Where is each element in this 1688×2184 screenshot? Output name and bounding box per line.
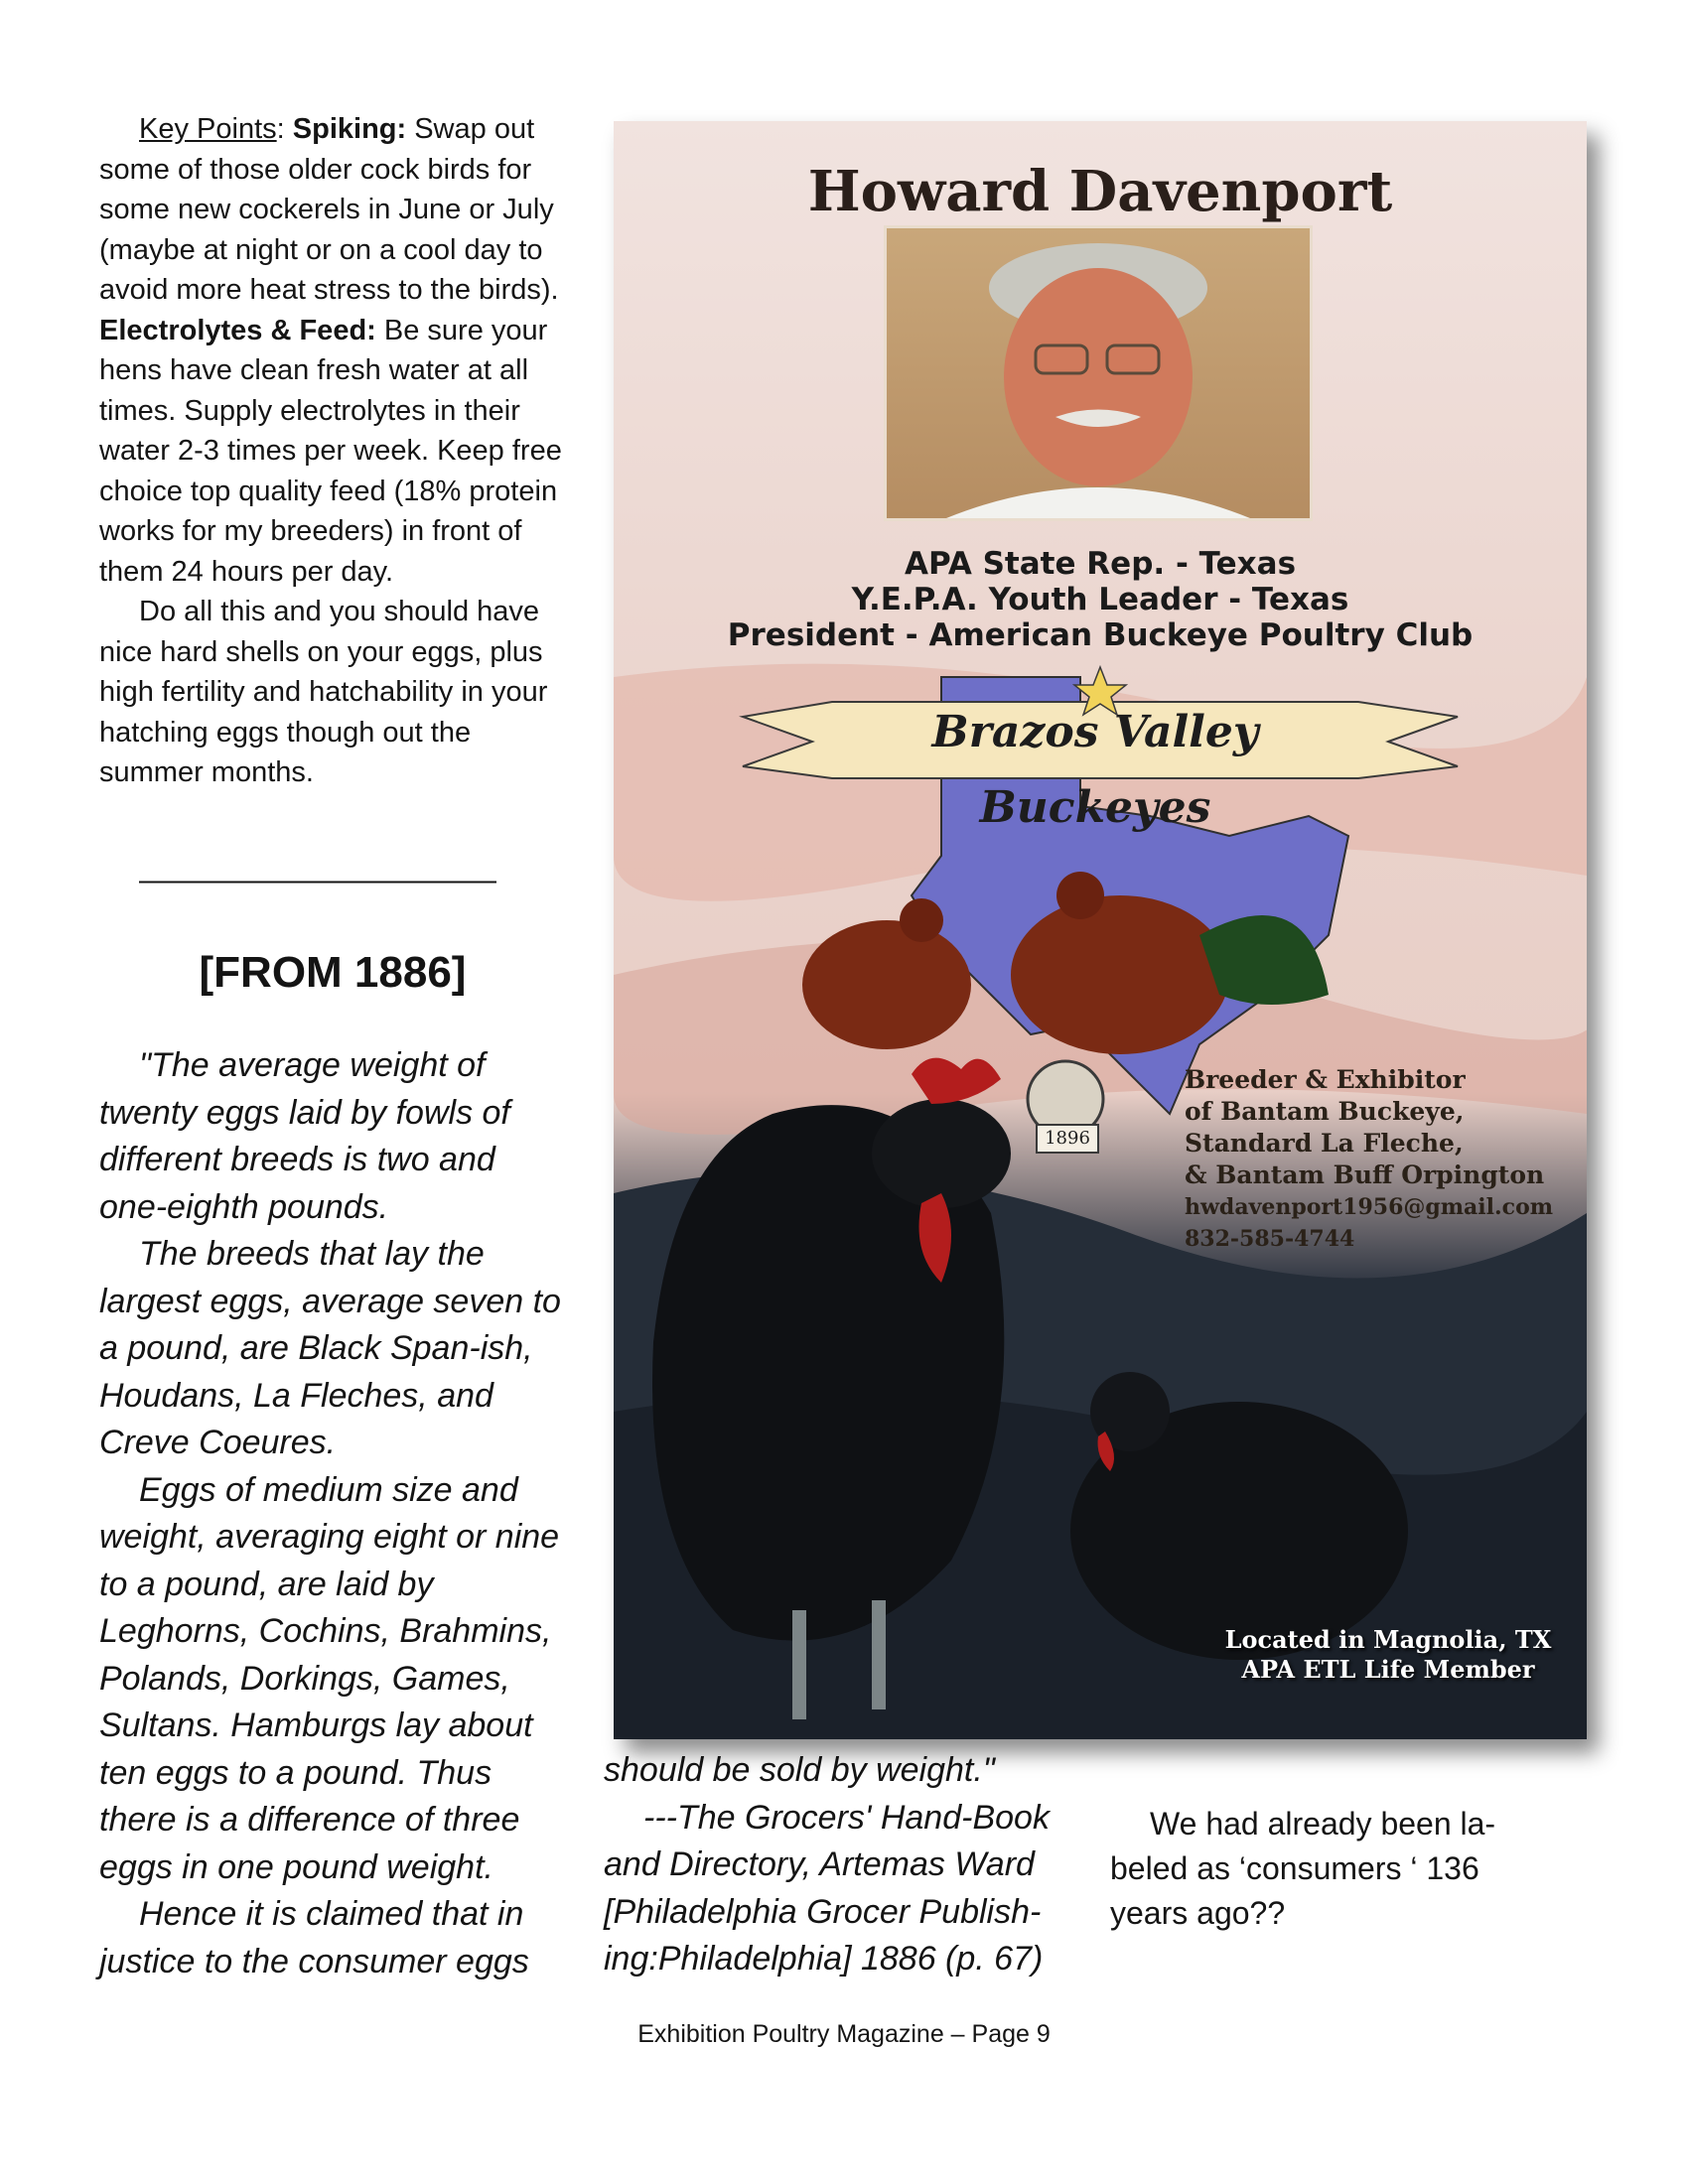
key-points-closing: Do all this and you should have nice hard shells on your eggs, plus high fertility and hatchability in your hatching eggs though out the summer months.: [99, 596, 548, 788]
key-points-section: [99, 109, 566, 793]
membership-line: APA ETL Life Member: [1241, 1655, 1535, 1684]
rooster-head-shape: [1056, 872, 1104, 919]
breeder-name: Howard Davenport: [807, 159, 1393, 224]
spiking-text: Swap out some of those older cock birds for some new cockerels in June or July (maybe at night or on a cool day to avoid more heat stress to the birds).: [99, 113, 559, 306]
face-shape: [1004, 268, 1193, 486]
breeder-info: [1185, 1064, 1582, 1255]
breeder-location: [1209, 1625, 1567, 1685]
quote-paragraph-1: "The average weight of twenty eggs laid by fowls of different breeds is two and one-eighth pounds.: [99, 1046, 510, 1226]
title-line: President - American Buckeye Poultry Club: [727, 617, 1474, 653]
breeder-advertisement: [614, 121, 1587, 1739]
quote-continued-text: should be sold by weight.": [604, 1751, 995, 1789]
info-line: Breeder & Exhibitor: [1185, 1065, 1466, 1094]
black-rooster-head-shape: [872, 1099, 1011, 1208]
section-divider: ————————————: [139, 864, 496, 896]
rooster-leg-shape: [792, 1610, 806, 1719]
quote-paragraph-2: The breeds that lay the largest eggs, average seven to a pound, are Black Span-ish, Houdans, La Fleches, and Creve Coeures.: [99, 1235, 561, 1461]
key-points-label: Key Points: [139, 113, 277, 145]
breeder-photo: [884, 225, 1313, 521]
breeder-titles: [614, 546, 1587, 653]
breeder-portrait: [887, 228, 1310, 518]
info-line: & Bantam Buff Orpington: [1185, 1160, 1545, 1189]
page-footer: Exhibition Poultry Magazine – Page 9: [637, 2020, 1051, 2048]
farm-banner: Brazos Valley Buckeyes: [931, 707, 1259, 833]
rooster-body-shape: [1011, 895, 1229, 1054]
title-line: APA State Rep. - Texas: [904, 546, 1297, 582]
section-heading: [FROM 1886]: [199, 948, 467, 997]
editor-note-text: We had already been la-beled as ‘consumers ‘ 136 years ago??: [1110, 1806, 1496, 1931]
key-points-colon: :: [276, 113, 293, 145]
quote-paragraph-3: Eggs of medium size and weight, averaging eight or nine to a pound, are laid by Leghorns, Cochins, Brahmins, Polands, Dorkings, Games, Sultans. Hamburgs lay about ten eggs to a pound. Thus there is a difference of three eggs in one pound weight.: [99, 1470, 560, 1886]
electrolytes-label: Electrolytes & Feed:: [99, 314, 376, 346]
hen-head-shape: [900, 898, 943, 942]
breeder-email[interactable]: hwdavenport1956@gmail.com: [1185, 1194, 1554, 1220]
quote-paragraph-4: Hence it is claimed that in justice to the consumer eggs: [99, 1895, 529, 1980]
quote-continuation: [604, 1747, 1080, 1983]
location-line: Located in Magnolia, TX: [1224, 1625, 1552, 1654]
title-line: Y.E.P.A. Youth Leader - Texas: [851, 582, 1349, 617]
electrolytes-text: Be sure your hens have clean fresh water at all times. Supply electrolytes in their water 2-3 times per week. Keep free choice top quality feed (18% protein works for my breeders) in front of them 24 hours per day.: [99, 314, 562, 588]
historical-quote: [99, 1042, 566, 1985]
info-line: of Bantam Buckeye,: [1185, 1097, 1465, 1126]
breeder-phone[interactable]: 832-585-4744: [1185, 1226, 1355, 1252]
shirt-shape: [946, 487, 1250, 518]
editor-note: [1110, 1802, 1547, 1936]
quote-citation: ---The Grocers' Hand-Book and Directory, Artemas Ward [Philadelphia Grocer Publish-ing:Philadelphia] 1886 (p. 67): [604, 1798, 1050, 1978]
hen-body-shape: [802, 920, 971, 1049]
spiking-label: Spiking:: [292, 113, 407, 145]
info-line: Standard La Fleche,: [1185, 1129, 1464, 1158]
rooster-leg-shape: [872, 1600, 886, 1709]
medallion-year: 1896: [1036, 1124, 1099, 1154]
